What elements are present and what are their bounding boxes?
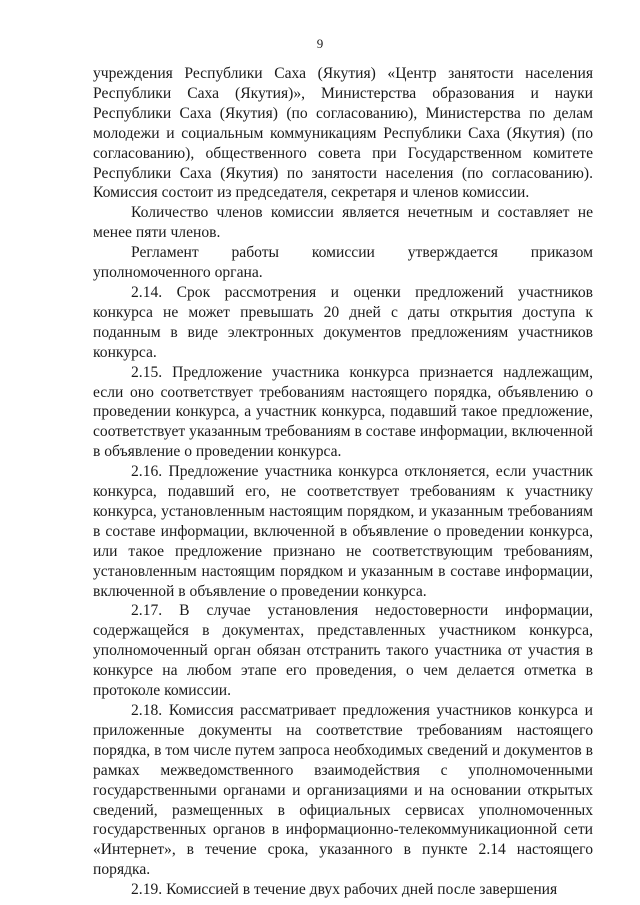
- paragraph-2-16: 2.16. Предложение участника конкурса отклоняется, если участник конкурса, подавший его, не соответствует требованиям к участнику конкурса, установленным настоящим порядком, и указанным требованиям в составе информации, включенной в объявление о проведении конкурса, или такое предложение признано не соответствующим требованиям, установленным настоящим порядком и указанным в составе информации, включенной в объявление о проведении конкурса.: [93, 463, 593, 600]
- paragraph-member-count: Количество членов комиссии является нечетным и составляет не менее пяти членов.: [93, 204, 593, 242]
- document-body: [93, 64, 593, 900]
- paragraph-2-18: 2.18. Комиссия рассматривает предложения участников конкурса и приложенные документы на соответствие требованиям настоящего порядка, в том числе путем запроса необходимых сведений и документов в рамках межведомственного взаимодействия с уполномоченными государственными органами и организациями и на основании открытых сведений, размещенных в официальных сервисах уполномоченных государственных органов в информационно-телекоммуникационной сети «Интернет», в течение срока, указанного в пункте 2.14 настоящего порядка.: [93, 702, 593, 879]
- paragraph-commission-composition: учреждения Республики Саха (Якутия) «Центр занятости населения Республики Саха (Якутия)», Министерства образования и науки Республики Саха (Якутия) (по согласованию), Министерства по делам молодежи и социальным коммуникациям Республики Саха (Якутия) (по согласованию), общественного совета при Государственном комитете Республики Саха (Якутия) по занятости населения (по согласованию). Комиссия состоит из председателя, секретаря и членов комиссии.: [93, 65, 593, 202]
- paragraph-2-15: 2.15. Предложение участника конкурса признается надлежащим, если оно соответствует требованиям настоящего порядка, объявлению о проведении конкурса, а участник конкурса, подавший такое предложение, соответствует указанным требованиям в составе информации, включенной в объявление о проведении конкурса.: [93, 363, 593, 461]
- paragraph-regulations: Регламент работы комиссии утверждается приказом уполномоченного органа.: [93, 244, 593, 282]
- paragraph-2-19: 2.19. Комиссией в течение двух рабочих дней после завершения: [131, 881, 558, 899]
- paragraph-2-14: 2.14. Срок рассмотрения и оценки предложений участников конкурса не может превышать 20 дней с даты открытия доступа к поданным в виде электронных документов предложениям участников конкурса.: [93, 283, 593, 361]
- page-number: 9: [316, 36, 324, 51]
- paragraph-2-17: 2.17. В случае установления недостоверности информации, содержащейся в документах, представленных участником конкурса, уполномоченный орган обязан отстранить такого участника от участия в конкурсе на любом этапе его проведения, о чем делается отметка в протоколе комиссии.: [93, 602, 593, 700]
